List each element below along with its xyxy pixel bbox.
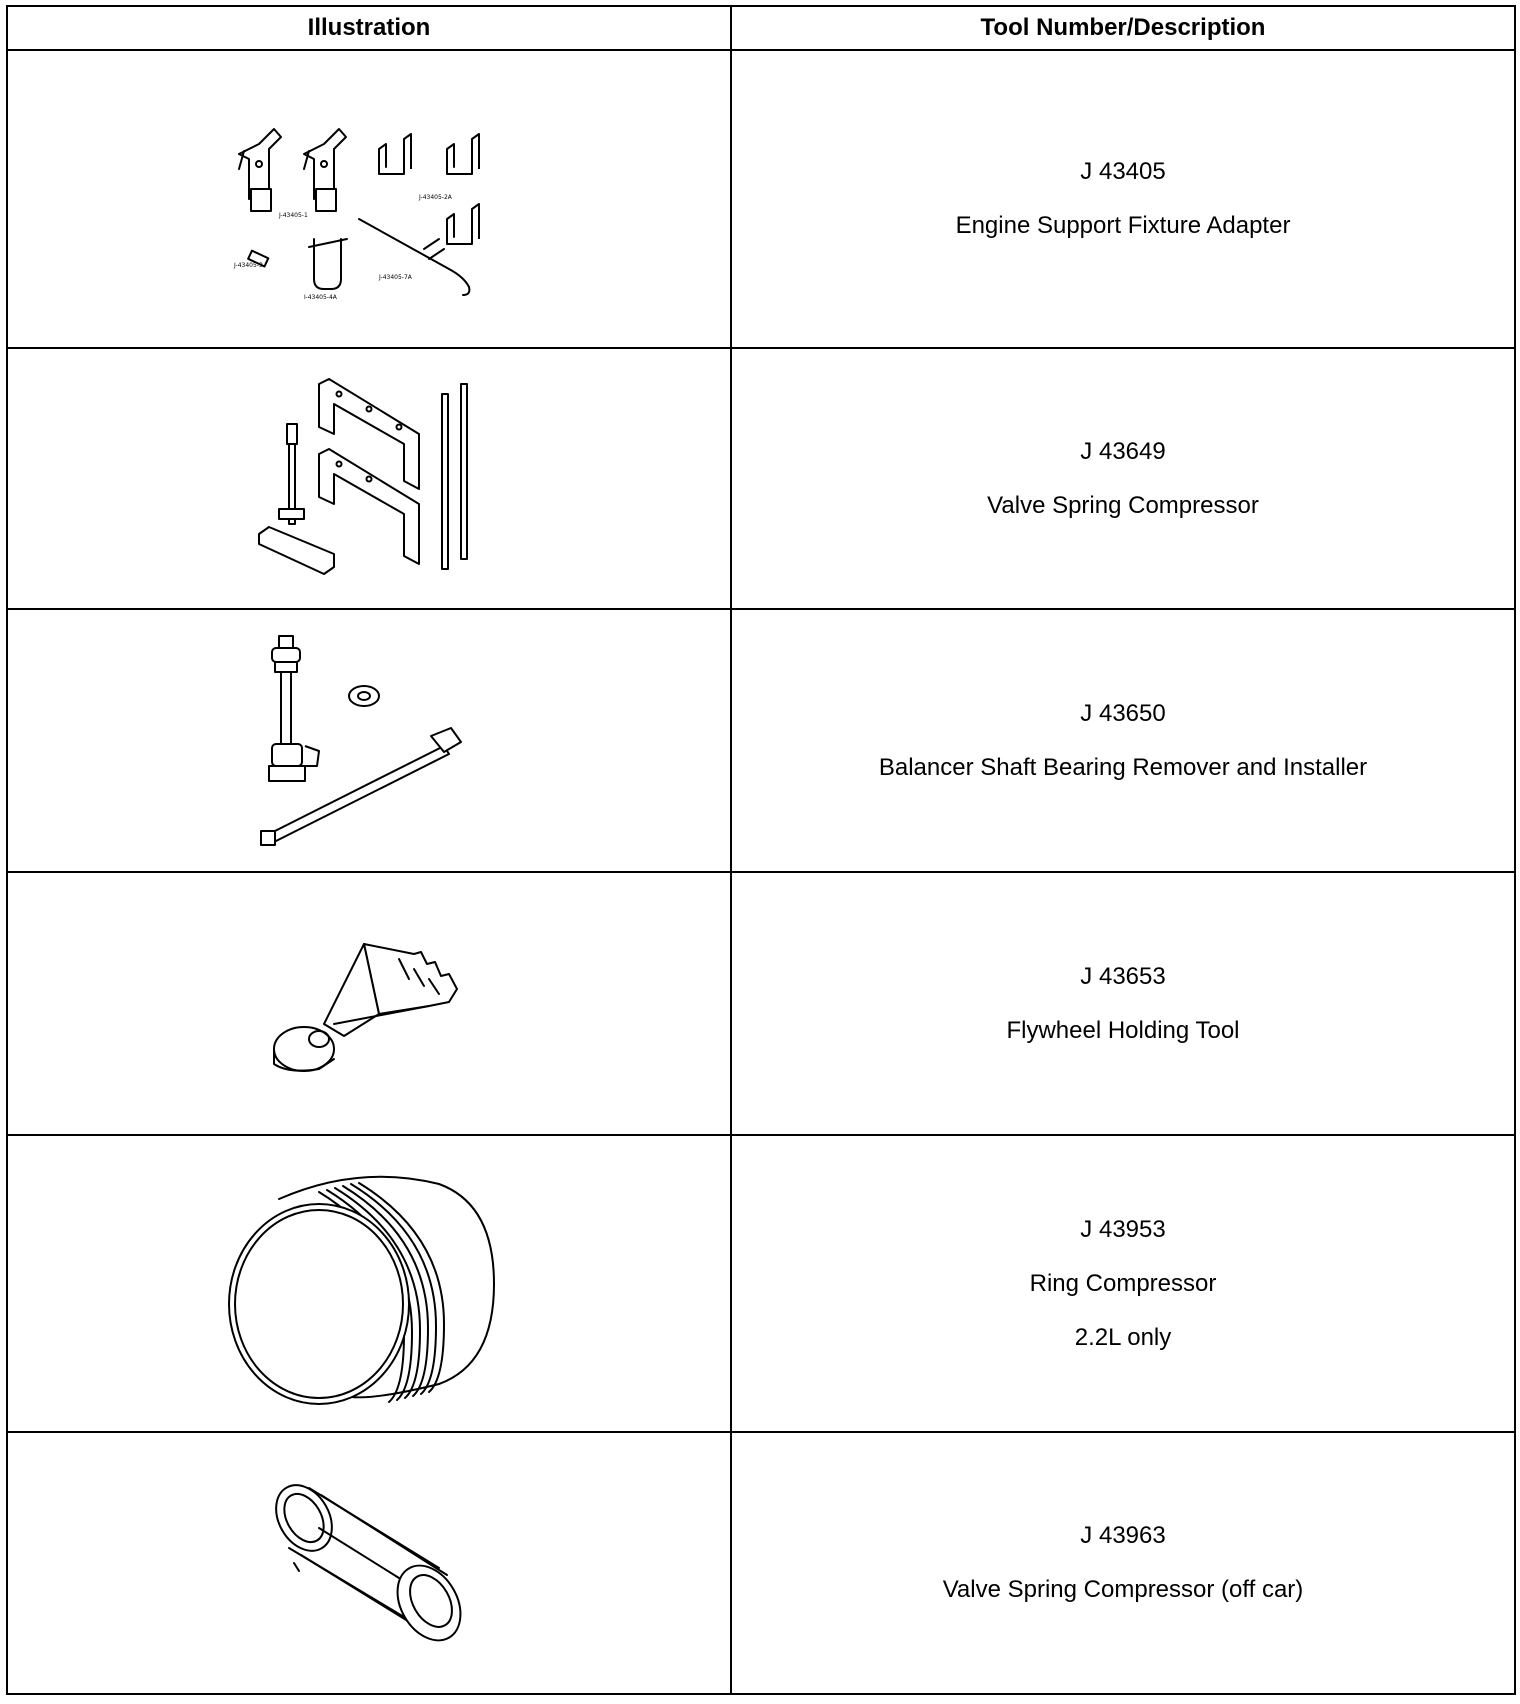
tool-description: Ring Compressor	[1029, 1269, 1217, 1297]
svg-text:J-43405-3: J-43405-3	[234, 262, 263, 269]
balancer-shaft-bearing-tool-illustration-icon	[239, 626, 499, 856]
valve-spring-compressor-off-car-illustration-icon	[249, 1473, 489, 1653]
illustration-cell	[7, 872, 731, 1135]
illustration-cell	[7, 1432, 731, 1694]
tool-description: Balancer Shaft Bearing Remover and Installer	[878, 753, 1368, 781]
svg-text:J-43405-7A: J-43405-7A	[379, 274, 412, 281]
svg-text:J-43405-1: J-43405-1	[279, 212, 308, 219]
description-cell	[731, 348, 1515, 609]
ring-compressor-illustration-icon	[219, 1154, 519, 1414]
illustration-cell	[7, 609, 731, 872]
table-row	[7, 50, 1515, 348]
tool-description: Flywheel Holding Tool	[1006, 1016, 1240, 1044]
tool-description: Valve Spring Compressor (off car)	[942, 1576, 1304, 1603]
tool-number: J 43963	[1080, 1522, 1166, 1549]
table-row	[7, 609, 1515, 872]
svg-text:J-43405-4A: J-43405-4A	[304, 294, 337, 299]
header-tool-number-description: Tool Number/Description	[731, 6, 1515, 50]
tool-description: Valve Spring Compressor	[987, 491, 1259, 519]
illustration-cell	[7, 50, 731, 348]
description-cell	[731, 1135, 1515, 1432]
description-cell	[731, 50, 1515, 348]
description-cell	[731, 872, 1515, 1135]
table-row	[7, 872, 1515, 1135]
table-row	[7, 1432, 1515, 1694]
tool-number: J 43650	[1080, 699, 1166, 727]
table-header-row	[7, 6, 1515, 50]
engine-support-fixture-adapter-illustration-icon	[219, 99, 519, 299]
special-tools-table	[6, 5, 1516, 1695]
illustration-cell	[7, 348, 731, 609]
tool-description: Engine Support Fixture Adapter	[955, 212, 1291, 239]
valve-spring-compressor-illustration-icon	[239, 369, 499, 589]
table-row	[7, 1135, 1515, 1432]
description-cell	[731, 609, 1515, 872]
header-illustration: Illustration	[7, 6, 731, 50]
flywheel-holding-tool-illustration-icon	[249, 924, 489, 1084]
tool-number: J 43405	[1080, 158, 1166, 185]
table-row	[7, 348, 1515, 609]
svg-text:J-43405-2A: J-43405-2A	[419, 194, 452, 201]
tool-number: J 43953	[1080, 1215, 1166, 1243]
description-cell	[731, 1432, 1515, 1694]
illustration-cell	[7, 1135, 731, 1432]
tool-number: J 43653	[1080, 962, 1166, 990]
tool-note: 2.2L only	[1074, 1323, 1172, 1351]
tool-number: J 43649	[1080, 437, 1166, 465]
